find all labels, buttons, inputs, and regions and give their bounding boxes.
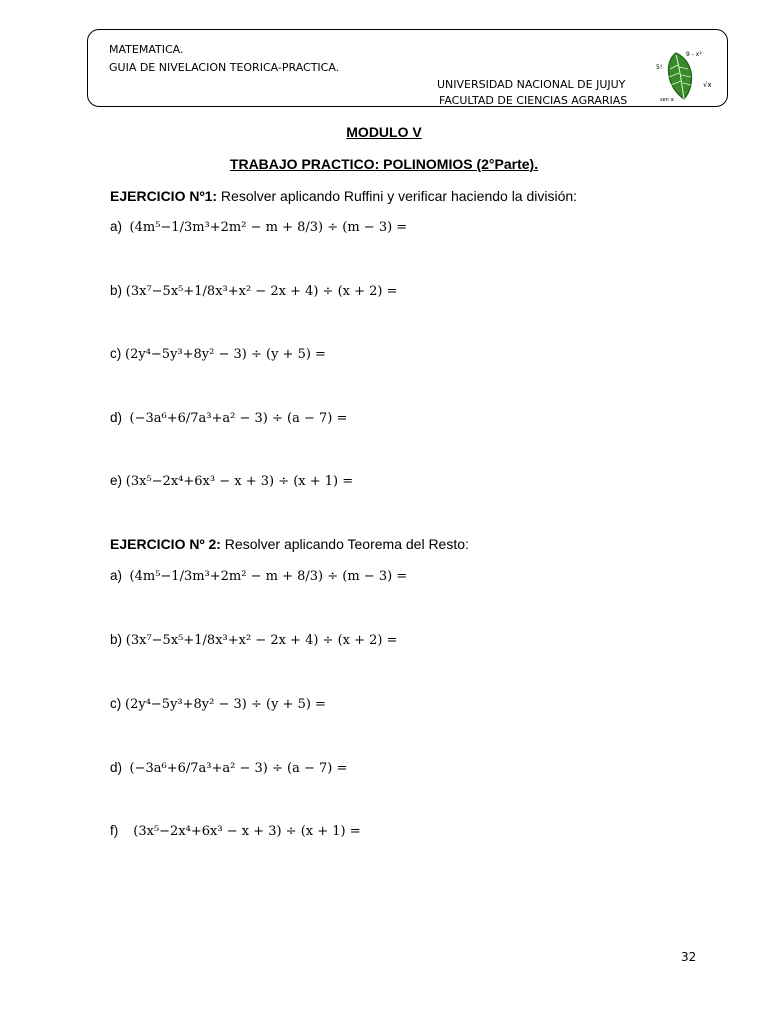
item-expression: (3x⁷−5x⁵+1/8x³+x² − 2x + 4) ÷ (x + 2) = xyxy=(125,633,398,648)
item-label: b) xyxy=(110,283,123,298)
item-label: d) xyxy=(110,760,123,775)
exercise1-item-c xyxy=(110,346,326,362)
exercise1-item-d xyxy=(110,410,347,426)
item-label: d) xyxy=(110,410,123,425)
module-title: MODULO V xyxy=(346,124,422,140)
logo-text-root: √x xyxy=(703,81,712,89)
faculty-logo xyxy=(654,47,714,105)
exercise2-item-a xyxy=(110,568,407,584)
item-label: e) xyxy=(110,473,123,488)
exercise1-item-e xyxy=(110,473,353,489)
logo-text-bottom: sen α xyxy=(660,97,674,103)
page-number: 32 xyxy=(681,950,697,964)
item-expression: (2y⁴−5y³+8y² − 3) ÷ (y + 5) = xyxy=(125,697,326,712)
header-guide-title: GUIA DE NIVELACION TEORICA-PRACTICA. xyxy=(109,61,340,74)
exercise1-item-a xyxy=(110,219,407,235)
practice-title: TRABAJO PRACTICO: POLINOMIOS (2°Parte). xyxy=(229,156,539,172)
item-label: a) xyxy=(110,568,123,583)
item-expression: (−3a⁶+6/7a³+a² − 3) ÷ (a − 7) = xyxy=(129,761,348,776)
item-expression: (3x⁵−2x⁴+6x³ − x + 3) ÷ (x + 1) = xyxy=(133,824,361,839)
header-university: UNIVERSIDAD NACIONAL DE JUJUY xyxy=(437,78,626,91)
item-label: a) xyxy=(110,219,123,234)
item-expression: (−3a⁶+6/7a³+a² − 3) ÷ (a − 7) = xyxy=(129,411,348,426)
logo-text-top: 9 - x² xyxy=(686,51,702,58)
exercise2-item-d xyxy=(110,760,347,776)
exercise2-instruction: Resolver aplicando Teorema del Resto: xyxy=(220,536,469,552)
item-expression: (4m⁵−1/3m³+2m² − m + 8/3) ÷ (m − 3) = xyxy=(129,220,408,235)
exercise1-heading xyxy=(110,188,577,204)
item-expression: (4m⁵−1/3m³+2m² − m + 8/3) ÷ (m − 3) = xyxy=(129,569,408,584)
exercise1-label: EJERCICIO Nº1: xyxy=(110,188,218,204)
exercise2-item-b xyxy=(110,632,398,648)
item-expression: (3x⁵−2x⁴+6x³ − x + 3) ÷ (x + 1) = xyxy=(125,474,354,489)
item-label: b) xyxy=(110,632,123,647)
header-faculty: FACULTAD DE CIENCIAS AGRARIAS xyxy=(439,94,628,107)
item-label: f) xyxy=(110,823,119,838)
item-expression: (2y⁴−5y³+8y² − 3) ÷ (y + 5) = xyxy=(125,347,326,362)
exercise1-instruction: Resolver aplicando Ruffini y verificar haciendo la división: xyxy=(217,188,578,204)
item-label: c) xyxy=(110,696,122,711)
exercise2-heading xyxy=(110,536,469,552)
exercise2-item-f xyxy=(110,823,361,839)
exercise1-item-b xyxy=(110,283,398,299)
exercise2-label: EJERCICIO Nº 2: xyxy=(110,536,221,552)
header-subject: MATEMATICA. xyxy=(109,43,184,56)
item-label: c) xyxy=(110,346,122,361)
logo-text-left: 5! xyxy=(656,64,663,71)
page-header xyxy=(87,29,728,107)
item-expression: (3x⁷−5x⁵+1/8x³+x² − 2x + 4) ÷ (x + 2) = xyxy=(125,284,398,299)
exercise2-item-c xyxy=(110,696,326,712)
